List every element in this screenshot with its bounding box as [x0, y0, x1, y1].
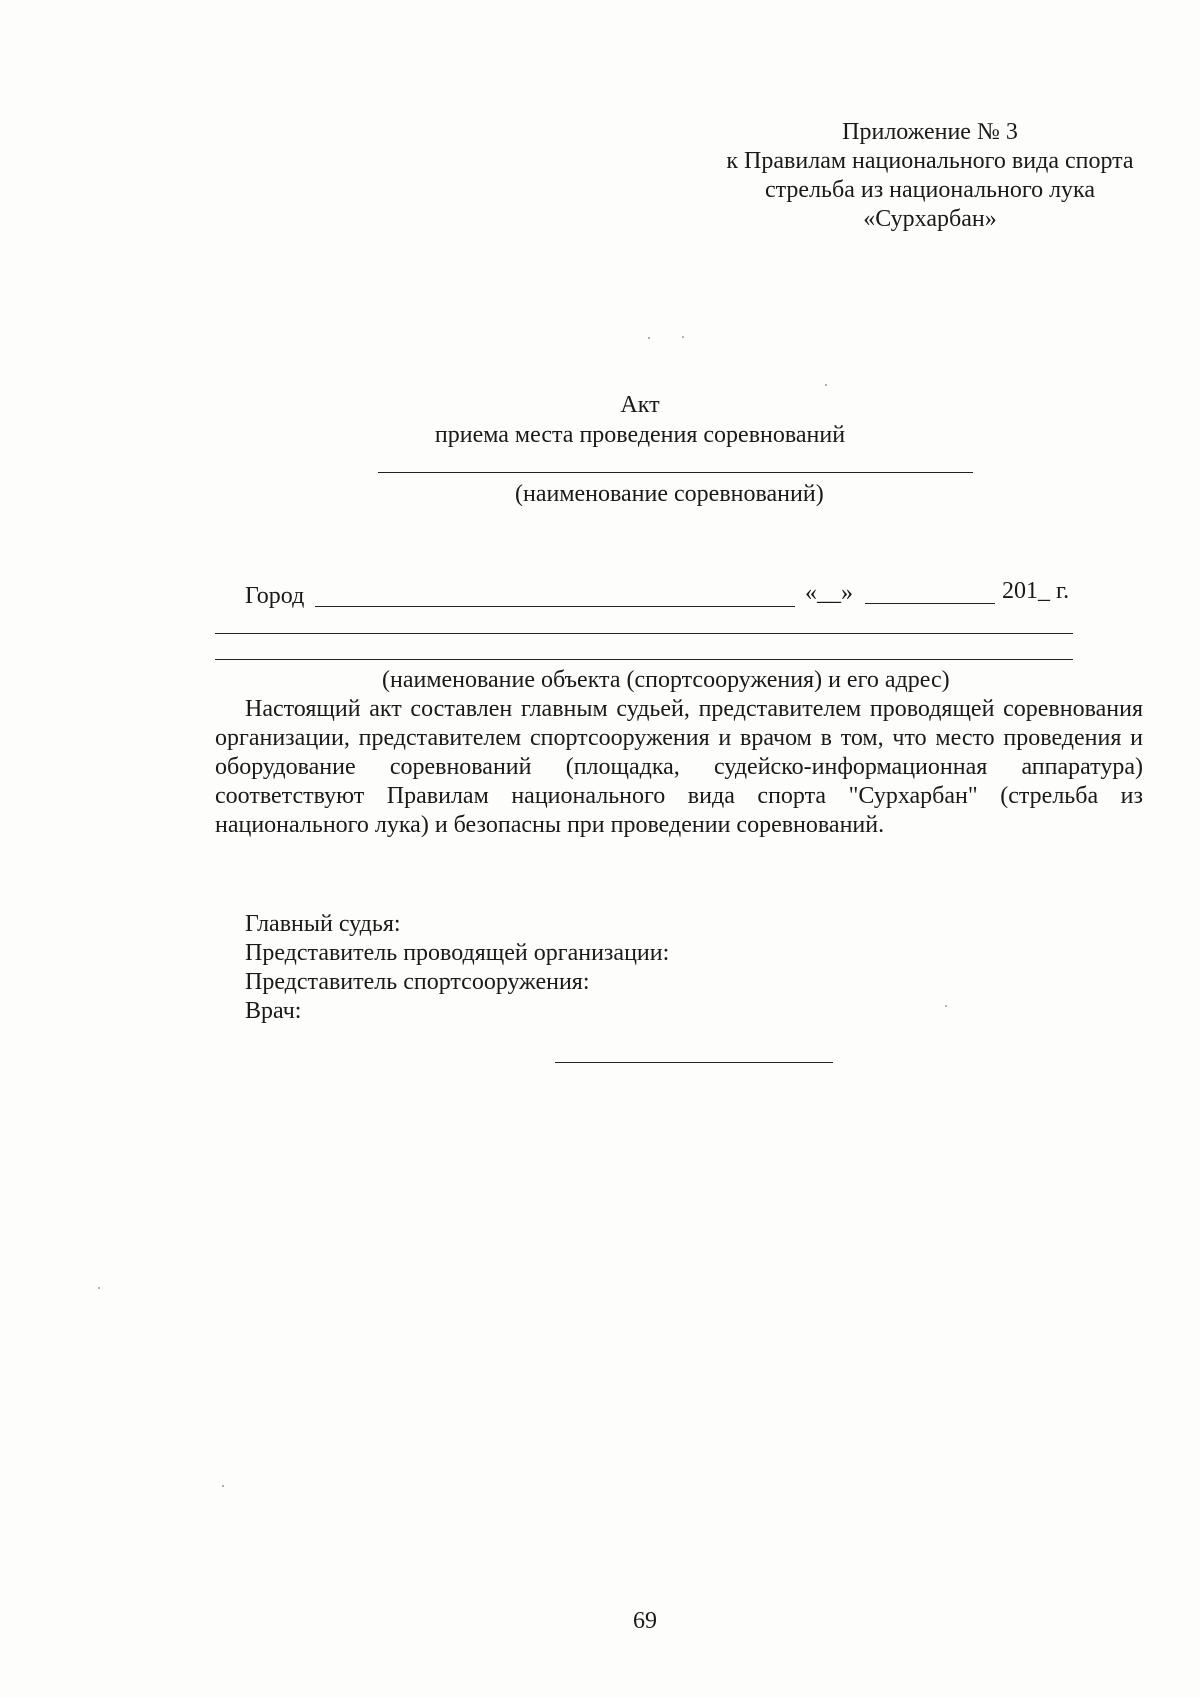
appendix-number: Приложение № 3 [842, 119, 1018, 145]
scan-speck [682, 336, 684, 338]
act-subtitle: приема места проведения соревнований [434, 422, 846, 448]
signature-org-rep: Представитель проводящей организации: [245, 940, 670, 966]
document-title [0, 390, 1200, 450]
date-month-line [865, 603, 995, 604]
scan-speck [222, 1485, 224, 1487]
closing-line [555, 1062, 833, 1063]
scan-speck [98, 1287, 100, 1289]
city-line [315, 606, 795, 607]
appendix-rules-ref: к Правилам национального вида спорта [726, 148, 1134, 174]
object-name-caption: (наименование объекта (спортсооружения) и его адрес) [382, 667, 950, 693]
city-label: Город [245, 583, 305, 609]
date-year: 201_ г. [1002, 578, 1070, 604]
competition-name-caption: (наименование соревнований) [515, 481, 824, 507]
signature-doctor: Врач: [245, 998, 302, 1024]
date-day-quotes: «__» [805, 580, 853, 606]
appendix-sport-name: стрельба из национального лука [764, 177, 1096, 203]
act-body-paragraph: Настоящий акт составлен главным судьей, представителем проводящей соревнования организации, представителем спортсооружения и врачом в том, что место проведения и оборудование соревнований (площадка, судейско-информационная аппаратура) соответствуют Правилам национального вида спорта "Сурхарбан" (стрельба из национального лука) и безопасны при проведении соревнований. [215, 696, 1143, 838]
object-line-2 [215, 659, 1073, 660]
appendix-sport-title: «Сурхарбан» [863, 206, 997, 232]
appendix-header [700, 118, 1160, 234]
scan-speck [648, 337, 650, 339]
object-line-1 [215, 633, 1073, 634]
competition-name-line [378, 472, 973, 473]
scan-speck [945, 1005, 947, 1007]
scan-speck [825, 384, 827, 386]
signature-block [245, 910, 669, 1026]
act-title: Акт [620, 392, 660, 418]
signature-facility-rep: Представитель спортсооружения: [245, 969, 590, 995]
page-number: 69 [633, 1608, 657, 1634]
signature-chief-judge: Главный судья: [245, 911, 401, 937]
